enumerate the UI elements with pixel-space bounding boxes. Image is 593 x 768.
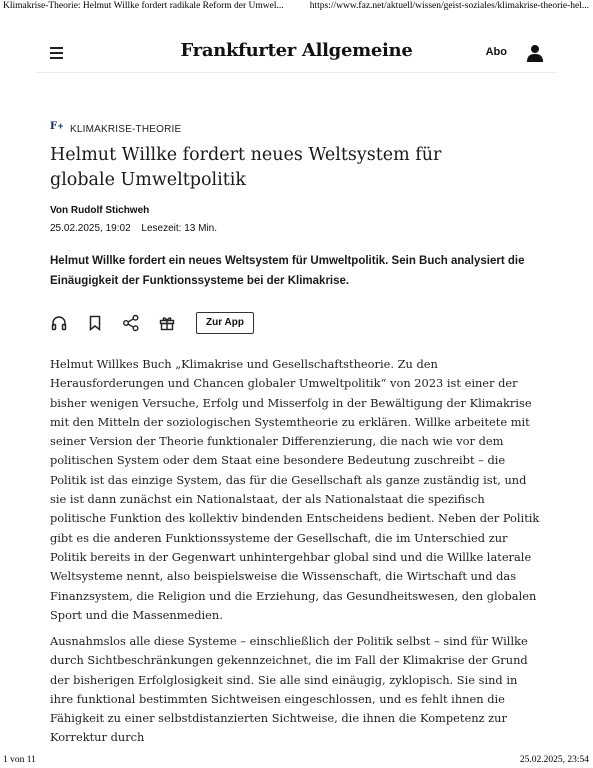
kicker-label: KLIMAKRISE-THEORIE [70, 123, 182, 135]
fplus-badge-letter: F [50, 121, 58, 132]
site-logo[interactable]: Frankfurter Allgemeine [180, 40, 413, 61]
headphones-icon[interactable] [50, 314, 68, 332]
print-page-number: 1 von 11 [3, 755, 36, 765]
article-paragraph: Ausnahmslos alle diese Systeme – einschließlich der Politik selbst – sind für Willke durch Sichtbeschränkungen gekennzeichnet, die im Fall der Klimakrise der Grund der bisherigen Erfolglosigkeit sind. Sie alle sind einäugig, zyklopisch. Sie sind in ihre funktional bestimmten Sichtweisen eingeschlossen, und es fehlt ihnen die Fähigkeit zu einer selbstdistanzierten Sichtweise, die ihnen die Kompetenz zur Korrektur durch [50, 634, 528, 745]
site-header [36, 36, 557, 73]
gift-icon[interactable] [158, 314, 176, 332]
print-datetime: 25.02.2025, 23:54 [519, 755, 589, 765]
print-header [0, 0, 593, 14]
article-actions [50, 311, 254, 335]
print-header-url: https://www.faz.net/aktuell/wissen/geist-soziales/klimakrise-theorie-hel... [309, 1, 589, 11]
reading-time: Lesezeit: 13 Min. [141, 223, 218, 234]
share-icon[interactable] [122, 314, 140, 332]
zur-app-button[interactable]: Zur App [196, 312, 254, 334]
bookmark-icon[interactable] [86, 314, 104, 332]
article-kicker [50, 122, 181, 136]
user-icon[interactable] [527, 44, 543, 62]
article-teaser: Helmut Willke fordert ein neues Weltsystem für Umweltpolitik. Sein Buch analysiert die Einäugigkeit der Funktionssysteme bei der Klimakrise. [50, 255, 525, 287]
fplus-badge-plus: + [58, 121, 64, 131]
abo-link[interactable]: Abo [485, 46, 507, 58]
article-meta [50, 223, 217, 234]
print-header-title: Klimakrise-Theorie: Helmut Willke fordert radikale Reform der Umwel... [3, 1, 284, 11]
print-footer [0, 754, 593, 768]
fplus-icon [50, 122, 64, 136]
article-paragraph: Helmut Willkes Buch „Klimakrise und Gesellschaftstheorie. Zu den Herausforderungen und Chancen globaler Umweltpolitik“ von 2023 ist einer der bisher wenigen Versuche, Erfolg und Misserfolg in der Bewältigung der Klimakrise mit den Mitteln der soziologischen Systemtheorie zu erklären. Willke arbeitete mit seiner Version der Theorie funktionaler Differenzierung, die nach wie vor dem politischen System oder dem Staat eine besondere Bedeutung zuschreibt – die Politik ist das einzige System, das für die Gesellschaft als ganze zuständig ist, und sie ist dann zunächst ein Nationalstaat, der als Nationalstaat die spezifisch politische Funktion des kollektiv bindenden Entscheidens bedient. Neben der Politik gibt es die anderen Funktionssysteme der Gesellschaft, die im Unterschied zur Politik bereits in der Gegenwart unhintergehbar global sind und die Willke laterale Weltsysteme nennt, also beispielsweise die Wissenschaft, die Wirtschaft und das Finanzsystem, die Religion und die Erziehung, das Gesundheitswesen, den globalen Sport und die Massenmedien. [50, 357, 540, 622]
article-author[interactable]: Von Rudolf Stichweh [50, 205, 150, 216]
article-headline: Helmut Willke fordert neues Weltsystem für globale Umweltpolitik [50, 145, 442, 190]
publish-date: 25.02.2025, 19:02 [50, 223, 131, 234]
